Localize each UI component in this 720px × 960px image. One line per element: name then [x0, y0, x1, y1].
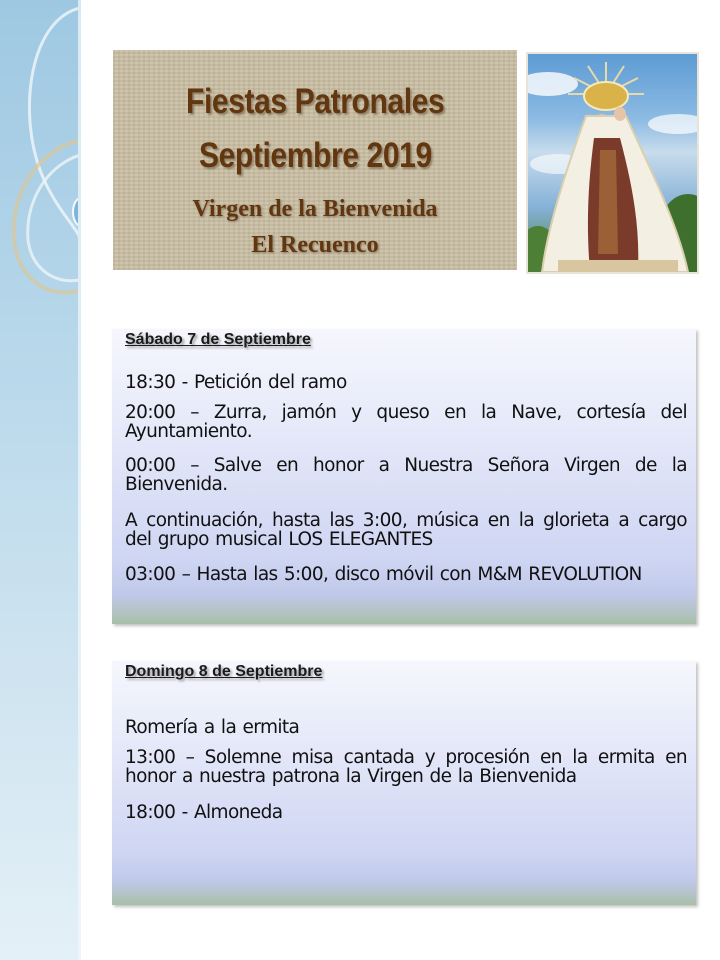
saturday-event-4: A continuación, hasta las 3:00, música en la glorieta a cargo del grupo musical LOS ELEGANTES	[125, 510, 687, 550]
saturday-event-1: 18:30 - Petición del ramo	[125, 372, 347, 393]
saturday-events-box	[112, 329, 696, 624]
title-fiestas-patronales-text: Fiestas Patronales	[185, 82, 445, 121]
strip-edge	[78, 0, 81, 960]
virgin-image	[526, 52, 699, 274]
sunday-event-1: Romería a la ermita	[125, 717, 300, 738]
title-line-1-wrap	[113, 82, 517, 122]
saturday-event-2: 20:00 – Zurra, jamón y queso en la Nave, cortesía del Ayuntamiento.	[125, 402, 687, 442]
swirl-decoration-icon	[0, 0, 80, 960]
title-line-2-wrap	[113, 136, 517, 176]
title-line-4-wrap	[113, 232, 517, 259]
saturday-heading: Sábado 7 de Septiembre	[125, 331, 311, 348]
title-line-3-wrap	[113, 196, 517, 223]
sunday-heading: Domingo 8 de Septiembre	[125, 663, 323, 680]
sunday-event-3: 18:00 - Almoneda	[125, 802, 283, 823]
saturday-event-3: 00:00 – Salve en honor a Nuestra Señora Virgen de la Bienvenida.	[125, 455, 687, 495]
sunday-events-box	[112, 661, 696, 905]
saturday-event-5: 03:00 – Hasta las 5:00, disco móvil con M&M REVOLUTION	[125, 564, 642, 585]
left-decorative-strip	[0, 0, 80, 960]
sunday-event-2: 13:00 – Solemne misa cantada y procesión en la ermita en honor a nuestra patrona la Virgen de la Bienvenida	[125, 747, 687, 787]
title-virgen-bienvenida: Virgen de la Bienvenida	[192, 196, 438, 222]
virgin-statue-icon	[528, 54, 699, 274]
title-el-recuenco: El Recuenco	[251, 232, 379, 258]
title-septiembre-2019: Septiembre 2019	[198, 136, 432, 175]
